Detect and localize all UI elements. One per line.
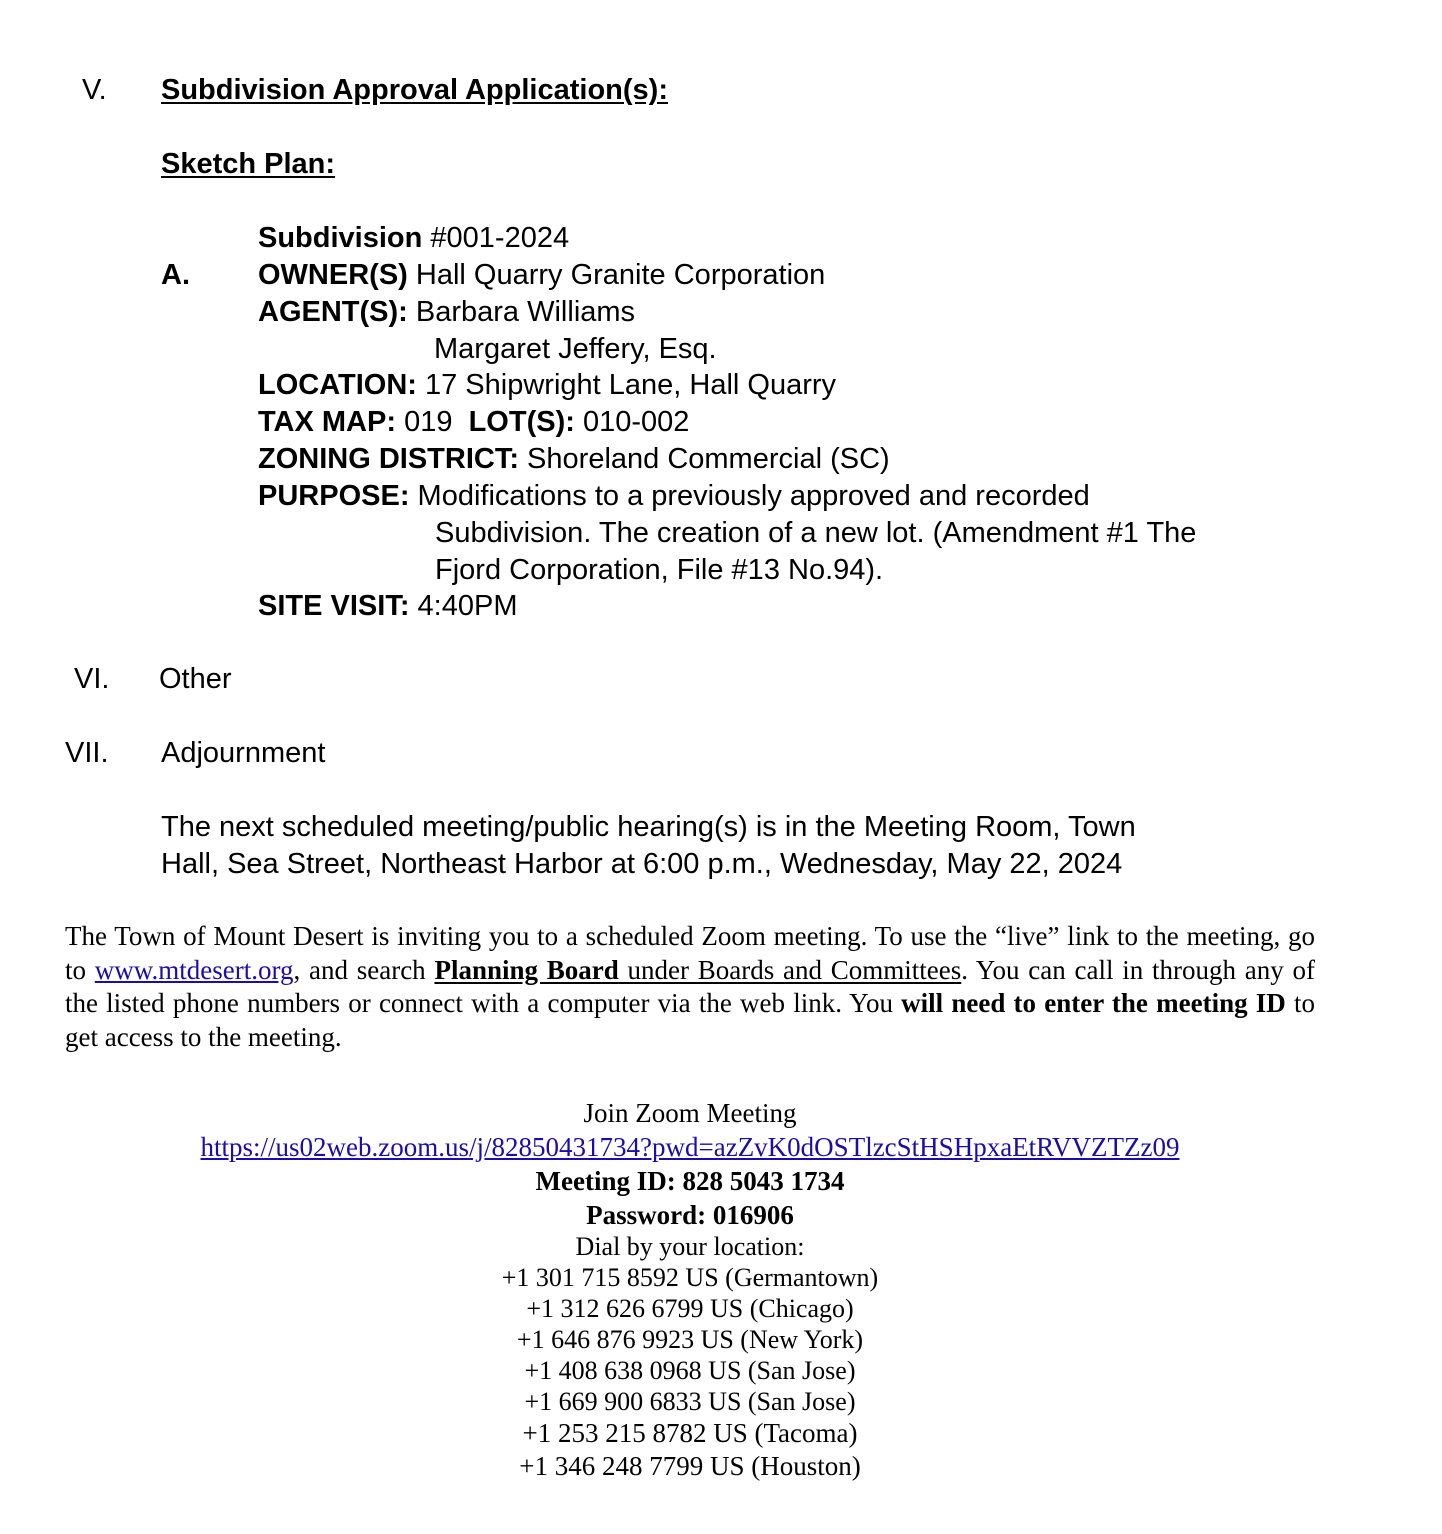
phone-number: +1 408 638 0968 US (San Jose) (524, 1356, 856, 1385)
join-zoom-label: Join Zoom Meeting (583, 1098, 797, 1128)
taxmap-value: 019 (396, 406, 469, 438)
zoning-value: Shoreland Commercial (SC) (519, 443, 890, 475)
subdivision-label: Subdivision (258, 222, 423, 254)
lots-label: LOT(S): (468, 406, 575, 438)
boards-committees-text: under Boards and Committees (618, 954, 962, 985)
purpose-line-3: Fjord Corporation, File #13 No.94). (435, 554, 884, 586)
phone-number: +1 301 715 8592 US (Germantown) (501, 1263, 879, 1292)
lots-value: 010-002 (574, 406, 690, 438)
planning-board-text: Planning Board (434, 954, 619, 985)
meeting-password: Password: 016906 (586, 1200, 794, 1230)
meeting-id: Meeting ID: 828 5043 1734 (535, 1166, 845, 1196)
dial-label: Dial by your location: (575, 1232, 805, 1261)
next-meeting-line-1: The next scheduled meeting/public hearing(s) is in the Meeting Room, Town (161, 811, 1136, 843)
agent-line (258, 294, 635, 331)
owner-line (258, 257, 825, 294)
next-meeting-line-2: Hall, Sea Street, Northeast Harbor at 6:00 p.m., Wednesday, May 22, 2024 (161, 848, 1123, 880)
owner-value: Hall Quarry Granite Corporation (407, 259, 826, 291)
purpose-line (258, 478, 1090, 515)
website-link[interactable]: www.mtdesert.org (94, 954, 294, 985)
section-vi-text: Other (159, 663, 232, 695)
zoning-label: ZONING DISTRICT: (258, 443, 519, 475)
zoom-text-3: . You can call in through any of the listed phone numbers or connect with a computer via the web link. You (65, 954, 1315, 1018)
zoom-text-2: , and search (293, 954, 435, 985)
phone-number: +1 669 900 6833 US (San Jose) (524, 1387, 856, 1416)
zoning-line (258, 441, 890, 478)
location-line (258, 367, 836, 404)
section-vii-numeral: VII. (65, 737, 109, 769)
taxmap-line (258, 404, 689, 441)
zoom-meeting-link[interactable]: https://us02web.zoom.us/j/82850431734?pwd=azZvK0dOSTlzcStHSHpxaEtRVVZTZz09 (200, 1132, 1180, 1162)
phone-number: +1 346 248 7799 US (Houston) (519, 1451, 861, 1481)
phone-number: +1 253 215 8782 US (Tacoma) (522, 1418, 858, 1448)
phone-number: +1 646 876 9923 US (New York) (516, 1325, 864, 1354)
zoom-text-4: to get access to the meeting. (65, 988, 1315, 1052)
section-v-numeral: V. (82, 74, 107, 106)
location-value: 17 Shipwright Lane, Hall Quarry (416, 369, 837, 401)
zoom-text-1: The Town of Mount Desert is inviting you to a scheduled Zoom meeting. To use the “live” link to the meeting, go to (65, 921, 1315, 985)
purpose-label: PURPOSE: (258, 480, 410, 512)
agent-value-2: Margaret Jeffery, Esq. (434, 333, 717, 365)
site-visit-label: SITE VISIT: (258, 590, 410, 622)
zoom-invite-paragraph (65, 920, 1315, 1054)
subdivision-value: #001-2024 (422, 222, 570, 254)
need-meeting-id-text: will need to enter the meeting ID (901, 988, 1286, 1018)
section-vii-text: Adjournment (161, 737, 326, 769)
zoom-url-line (0, 1130, 1380, 1164)
item-a-letter: A. (161, 259, 190, 291)
phone-list (0, 1262, 1380, 1483)
sketch-plan-heading: Sketch Plan: (161, 148, 336, 180)
site-visit-value: 4:40PM (409, 590, 518, 622)
taxmap-label: TAX MAP: (258, 406, 397, 438)
purpose-line-1: Modifications to a previously approved and recorded (409, 480, 1090, 512)
owner-label: OWNER(S) (258, 259, 408, 291)
purpose-line-2: Subdivision. The creation of a new lot. (Amendment #1 The (435, 517, 1197, 549)
agent-value-1: Barbara Williams (407, 296, 636, 328)
section-vi-numeral: VI. (74, 663, 110, 695)
site-visit-line (258, 588, 517, 625)
location-label: LOCATION: (258, 369, 417, 401)
section-v-heading: Subdivision Approval Application(s): (161, 74, 668, 106)
subdivision-line (258, 220, 569, 257)
phone-number: +1 312 626 6799 US (Chicago) (526, 1294, 854, 1323)
agent-label: AGENT(S): (258, 296, 408, 328)
